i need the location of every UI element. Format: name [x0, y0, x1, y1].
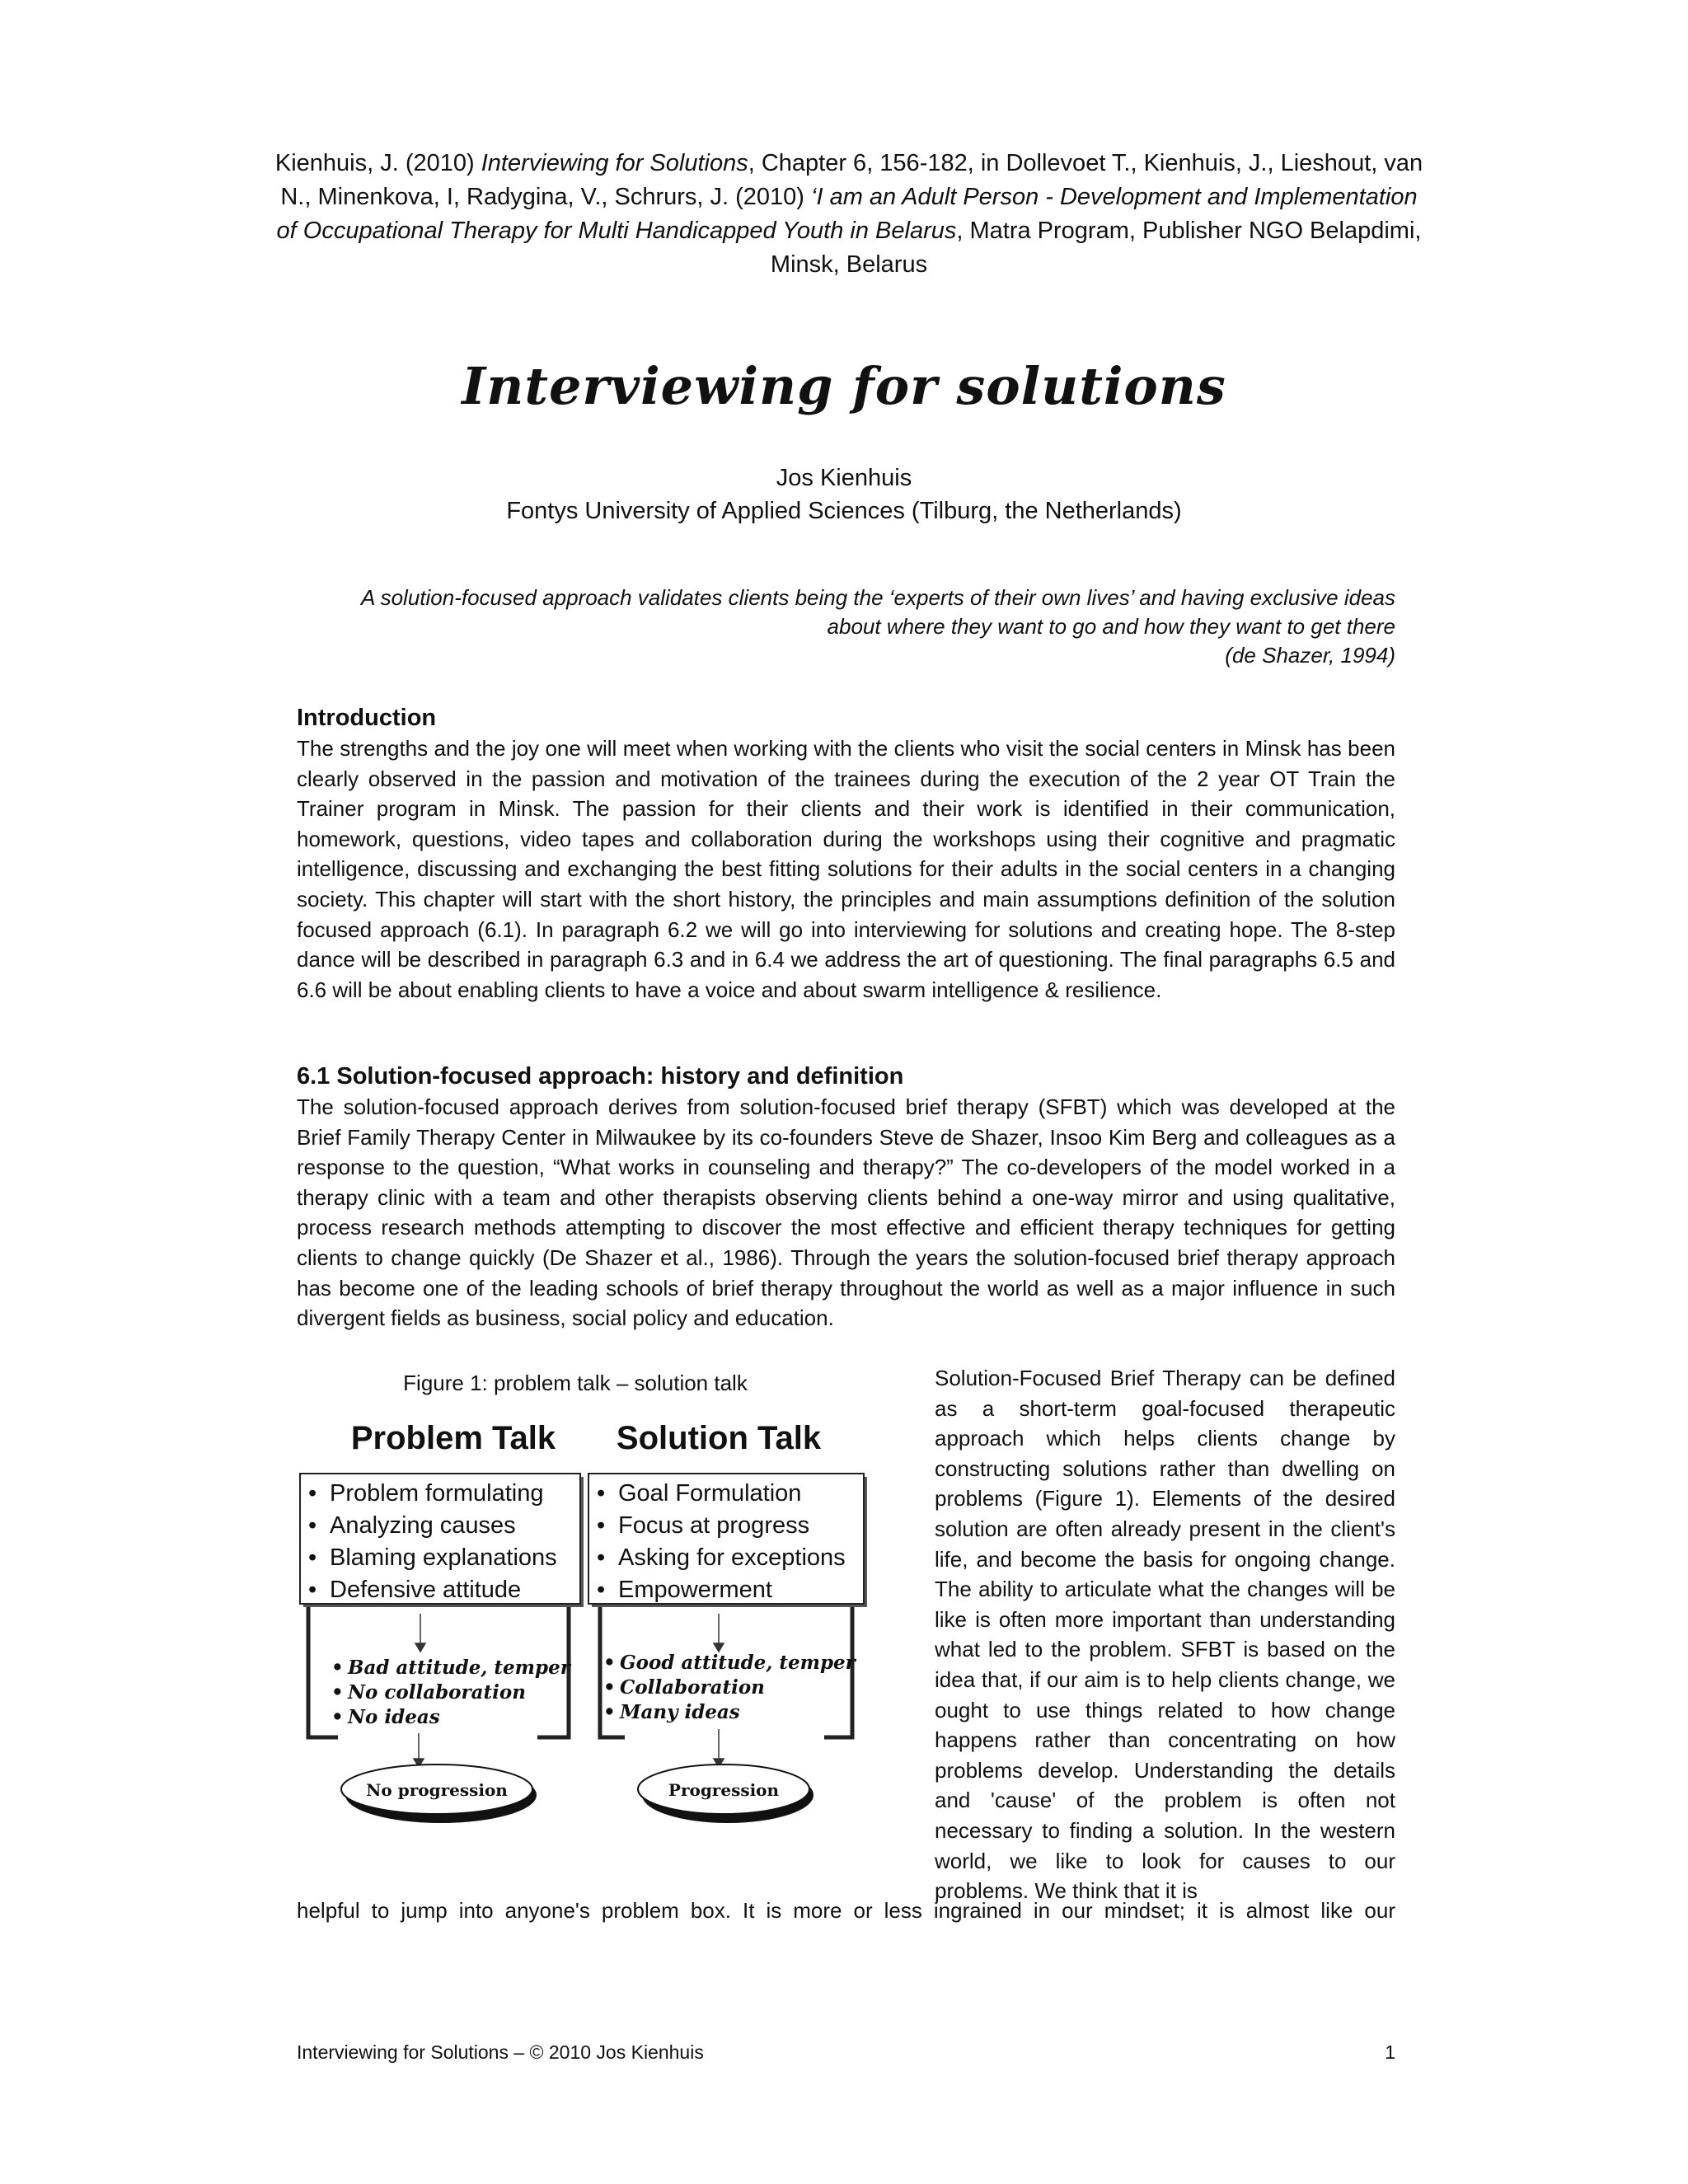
section-6-1-paragraph: The solution-focused approach derives from solution-focused brief therapy (SFBT) which was developed at the Brief Family Therapy Center in Milwaukee by its co-founders Steve de Shazer, Insoo Kim Berg and colleagues as a response to the question, “What works in counseling and therapy?” The co-developers of the model worked in a therapy clinic with a team and other therapists observing clients behind a one-way mirror and using qualitative, process research methods attempting to discover the most effective and efficient therapy techniques for getting clients to change quickly (De Shazer et al., 1986). Through the years the solution-focused brief therapy approach has become one of the leading schools of brief therapy throughout the world as well as a major influence in such divergent fields as business, social policy and education.: [297, 1094, 1395, 1331]
problem-talk-title: Problem Talk: [350, 1420, 556, 1456]
solution-effect-bullet: •: [603, 1701, 616, 1723]
solution-item: Asking for exceptions: [618, 1544, 846, 1571]
solution-item-bullet: •: [597, 1544, 606, 1571]
chapter-title: Interviewing for solutions: [462, 356, 1226, 416]
solution-item: Focus at progress: [618, 1512, 810, 1539]
problem-item: Analyzing causes: [330, 1512, 516, 1539]
solution-effect-bullet: •: [603, 1652, 616, 1674]
solution-item-bullet: •: [597, 1512, 606, 1539]
continuation-paragraph: helpful to jump into anyone's problem box. It is more or less ingrained in our mindset; it is almost like our: [297, 1898, 1395, 1923]
solution-effect-bullet: •: [603, 1676, 616, 1699]
arrow-head: [415, 1643, 425, 1652]
solution-item: Empowerment: [618, 1577, 772, 1603]
arrow-head: [714, 1643, 724, 1652]
solution-item-bullet: •: [597, 1577, 606, 1603]
solution-effect: Good attitude, temper: [620, 1652, 856, 1674]
figure-caption: Figure 1: problem talk – solution talk: [403, 1371, 748, 1395]
author-block: [0, 462, 1688, 527]
solution-effect: Many ideas: [620, 1701, 740, 1723]
no-progression-label: No progression: [366, 1780, 508, 1800]
author-affiliation: Fontys University of Applied Sciences (Tilburg, the Netherlands): [506, 498, 1182, 524]
problem-effect: Bad attitude, temper: [348, 1657, 570, 1679]
problem-solution-figure: [297, 1408, 874, 1853]
introduction-paragraph: The strengths and the joy one will meet when working with the clients who visit the social centers in Minsk has been clearly observed in the passion and motivation of the trainees during the execution of the 2 year OT Train the Trainer program in Minsk. The passion for their clients and their work is identified in their communication, homework, questions, video tapes and collaboration during the workshops using their cognitive and pragmatic intelligence, discussing and exchanging the best fitting solutions for their adults in the social centers in a changing society. This chapter will start with the short history, the principles and main assumptions definition of the solution focused approach (6.1). In paragraph 6.2 we will go into interviewing for solutions and creating hope. The 8-step dance will be described in paragraph 6.3 and in 6.4 we address the art of questioning. The final paragraphs 6.5 and 6.6 will be about enabling clients to have a voice and about swarm intelligence & resilience.: [297, 736, 1395, 1002]
problem-item-bullet: •: [308, 1577, 317, 1603]
introduction-heading: Introduction: [297, 705, 437, 731]
problem-item: Problem formulating: [330, 1480, 544, 1507]
problem-item: Blaming explanations: [330, 1544, 557, 1571]
problem-item: Defensive attitude: [330, 1577, 522, 1603]
progression-label: Progression: [668, 1780, 780, 1800]
problem-effect: No ideas: [348, 1706, 440, 1728]
page-number: 1: [1385, 2041, 1395, 2063]
solution-talk-title: Solution Talk: [616, 1420, 822, 1456]
footer-text: Interviewing for Solutions – © 2010 Jos Kienhuis: [297, 2041, 704, 2063]
citation-reference: Kienhuis, J. (2010) Interviewing for Solutions, Chapter 6, 156-182, in Dollevoet T., Kienhuis, J., Lieshout, van N., Minenkova, I, Radygina, V., Schrurs, J. (2010) ‘I am an Adult Person - Development and Implementation of Occupational Therapy for Multi Handicapped Youth in Belarus, Matra Program, Publisher NGO Belapdimi, Minsk, Belarus: [274, 150, 1423, 278]
problem-item-bullet: •: [308, 1512, 317, 1539]
author-name: Jos Kienhuis: [776, 465, 912, 491]
solution-effect: Collaboration: [620, 1676, 765, 1699]
section-6-1-heading: 6.1 Solution-focused approach: history and definition: [297, 1063, 904, 1090]
solution-item: Goal Formulation: [618, 1480, 802, 1507]
problem-effect-bullet: •: [331, 1706, 344, 1728]
problem-effect-bullet: •: [331, 1681, 344, 1704]
figure-side-paragraph: Solution-Focused Brief Therapy can be defined as a short-term goal-focused therapeutic approach which helps clients change by constructing solutions rather than dwelling on problems (Figure 1). Elements of the desired solution are often already present in the client's life, and become the basis for ongoing change. The ability to articulate what the changes will be like is often more important than understanding what led to the problem. SFBT is based on the idea that, if our aim is to help clients change, we ought to use things related to how change happens rather than concentrating on how problems develop. Understanding the details and 'cause' of the problem is often not necessary to finding a solution. In the western world, we like to look for causes to our problems. We think that it is: [935, 1366, 1395, 1904]
problem-item-bullet: •: [308, 1480, 317, 1507]
page-footer: [297, 2041, 1395, 2064]
epigraph: A solution-focused approach validates clients being the ‘experts of their own lives’ and having exclusive ideas about where they want to go and how they want to get there (de Shazer, 1994): [361, 585, 1395, 668]
problem-effect-bullet: •: [331, 1657, 344, 1679]
problem-effect: No collaboration: [348, 1681, 526, 1704]
problem-item-bullet: •: [308, 1544, 317, 1571]
solution-item-bullet: •: [597, 1480, 606, 1507]
